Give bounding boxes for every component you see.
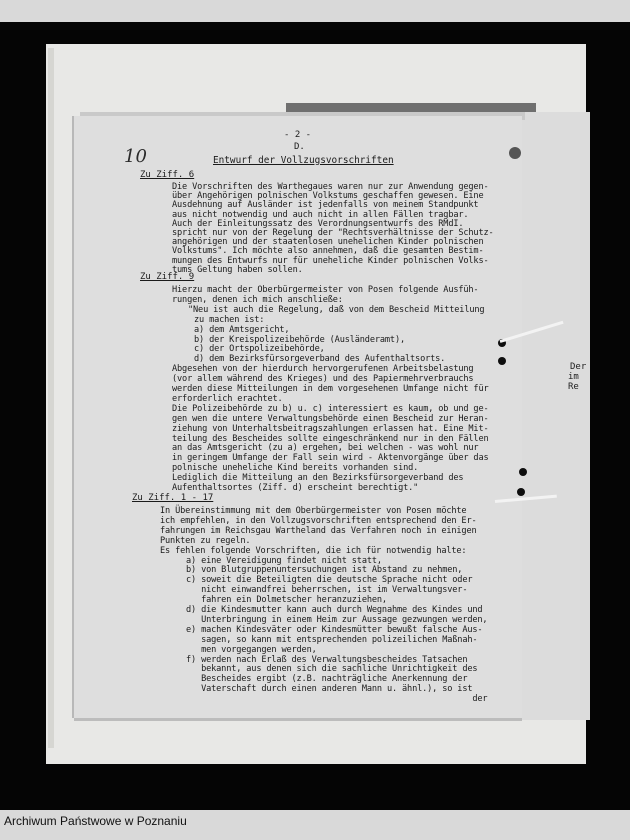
section-heading: Zu Ziff. 1 - 17 bbox=[132, 493, 214, 503]
clip-mark bbox=[509, 147, 521, 159]
text-line: "Neu ist auch die Regelung, daß von dem Bescheid Mitteilung bbox=[188, 304, 485, 315]
right-sheet-line-2: im Re bbox=[568, 372, 579, 392]
page-number: - 2 - bbox=[284, 130, 312, 140]
text-line: aus nicht notwendig und auch nicht in allen Fällen tragbar. bbox=[172, 209, 469, 220]
text-line: d) die Kindesmutter kann auch durch Wegnahme des Kindes und bbox=[186, 605, 483, 615]
text-line: in geringem Umfange der Fall sein wird - Aktenvorgänge über das bbox=[172, 453, 489, 464]
text-line: Aufenthaltsortes (Ziff. d) erscheint berechtigt." bbox=[172, 483, 419, 493]
text-line: mungen des Entwurfs nur für uneheliche Kinder polnischen Volks- bbox=[172, 255, 489, 266]
text-line: erforderlich erachtet. bbox=[172, 393, 283, 404]
text-line: Ausdehnung auf Ausländer ist jedenfalls von meinem Standpunkt bbox=[172, 200, 479, 211]
text-line: an das Amtsgericht (zu a) ergehen, bei welchen - was wohl nur bbox=[172, 443, 479, 454]
punch-hole-2 bbox=[498, 357, 506, 365]
text-line: Volkstums". Ich möchte also annehmen, daß die gesamten Bestim- bbox=[172, 246, 484, 257]
text-line: c) der Ortspolizeibehörde, bbox=[194, 344, 325, 355]
text-line: Abgesehen von der hierdurch hervorgerufenen Arbeitsbelastung bbox=[172, 364, 474, 375]
page-letter: D. bbox=[294, 142, 305, 152]
text-line: sagen, so kann mit entsprechenden polizeilichen Maßnah- bbox=[186, 634, 478, 645]
text-line: tums Geltung haben sollen. bbox=[172, 264, 303, 275]
text-line: In Übereinstimmung mit dem Oberbürgermeister von Posen möchte bbox=[160, 506, 467, 516]
punch-hole-4 bbox=[517, 488, 525, 496]
archive-label: Archiwum Państwowe w Poznaniu bbox=[4, 814, 187, 828]
text-line: polnische uneheliche Kind bereits vorhanden sind. bbox=[172, 463, 419, 474]
text-line: angehörigen und der staatenlosen unehelichen Kinder polnischen bbox=[172, 237, 484, 248]
text-line: Bescheides ergibt (z.B. nachträgliche Anerkennung der bbox=[186, 674, 468, 685]
text-line: f) werden nach Erlaß des Verwaltungsbescheides Tatsachen bbox=[186, 654, 468, 665]
section-heading: Zu Ziff. 9 bbox=[140, 272, 195, 282]
text-line: bekannt, aus denen sich die sachliche Unrichtigkeit des bbox=[186, 664, 478, 675]
text-line: Die Vorschriften des Warthegaues waren nur zur Anwendung gegen- bbox=[172, 182, 489, 192]
text-line: men vorgegangen werden, bbox=[186, 644, 317, 655]
right-sheet-line-1: Der bbox=[570, 362, 587, 372]
document-title: Entwurf der Vollzugsvorschriften bbox=[213, 155, 394, 166]
punch-hole-3 bbox=[519, 468, 527, 476]
section-heading: Zu Ziff. 6 bbox=[140, 170, 195, 180]
text-line: Vaterschaft durch einen anderen Mann u. ähnl.), so ist bbox=[186, 684, 473, 695]
text-line: b) der Kreispolizeibehörde (Ausländeramt), bbox=[194, 334, 406, 345]
text-line: Auch der Einleitungssatz des Verordnungsentwurfs des RMdI. bbox=[172, 218, 464, 229]
text-line: rungen, denen ich mich anschließe: bbox=[172, 294, 343, 305]
handwritten-number: 10 bbox=[124, 146, 147, 167]
text-line: e) machen Kindesväter oder Kindesmütter bewußt falsche Aus- bbox=[186, 624, 483, 635]
text-line: nicht einwandfrei beherrschen, ist im Verwaltungsver- bbox=[186, 585, 468, 596]
text-line: Unterbringung in einem Heim zur Aussage gezwungen werden, bbox=[186, 614, 488, 625]
text-line: a) dem Amtsgericht, bbox=[194, 324, 290, 335]
text-line: der bbox=[186, 694, 488, 705]
text-line: Hierzu macht der Oberbürgermeister von Posen folgende Ausfüh- bbox=[172, 285, 479, 295]
text-line: zu machen ist: bbox=[194, 314, 265, 325]
back-sheet-edge bbox=[48, 48, 54, 748]
text-line: über Angehörigen polnischen Volkstums geschaffen gewesen. Eine bbox=[172, 191, 484, 202]
text-line: ich empfehlen, in den Vollzugsvorschriften entsprechend den Er- bbox=[160, 515, 477, 526]
text-line: Punkten zu regeln. bbox=[160, 535, 251, 546]
text-line: Die Polizeibehörde zu b) u. c) interessiert es kaum, ob und ge- bbox=[172, 403, 489, 414]
text-line: fahrungen im Reichsgau Wartheland das Verfahren noch in einigen bbox=[160, 525, 477, 536]
text-line: gen wen die untere Verwaltungsbehörde einen Bescheid zur Heran- bbox=[172, 413, 489, 424]
text-line: ziehung von Unterhaltsbeitragszahlungen erlassen hat. Eine Mit- bbox=[172, 423, 489, 434]
text-line: (vor allem während des Krieges) und des Papiermehrverbrauchs bbox=[172, 374, 474, 385]
top-strip bbox=[0, 0, 630, 22]
text-line: spricht nur von der Regelung der "Rechtsverhältnisse der Schutz- bbox=[172, 228, 494, 238]
text-line: fahren ein Dolmetscher heranzuziehen, bbox=[186, 595, 387, 606]
text-line: a) eine Vereidigung findet nicht statt, bbox=[186, 555, 382, 566]
text-line: teilung des Bescheides sollte eingeschränkend nur in den Fällen bbox=[172, 433, 489, 444]
text-line: d) dem Bezirksfürsorgeverband des Aufenthaltsorts. bbox=[194, 354, 446, 365]
text-line: Es fehlen folgende Vorschriften, die ich für notwendig halte: bbox=[160, 545, 467, 556]
text-line: c) soweit die Beteiligten die deutsche Sprache nicht oder bbox=[186, 575, 473, 586]
text-line: b) von Blutgruppenuntersuchungen ist Abstand zu nehmen, bbox=[186, 565, 463, 576]
text-line: werden diese Mitteilungen in dem vorgesehenen Umfange nicht für bbox=[172, 384, 489, 394]
right-underlying-sheet bbox=[518, 112, 590, 720]
text-line: Lediglich die Mitteilung an den Bezirksfürsorgeverband des bbox=[172, 473, 464, 484]
